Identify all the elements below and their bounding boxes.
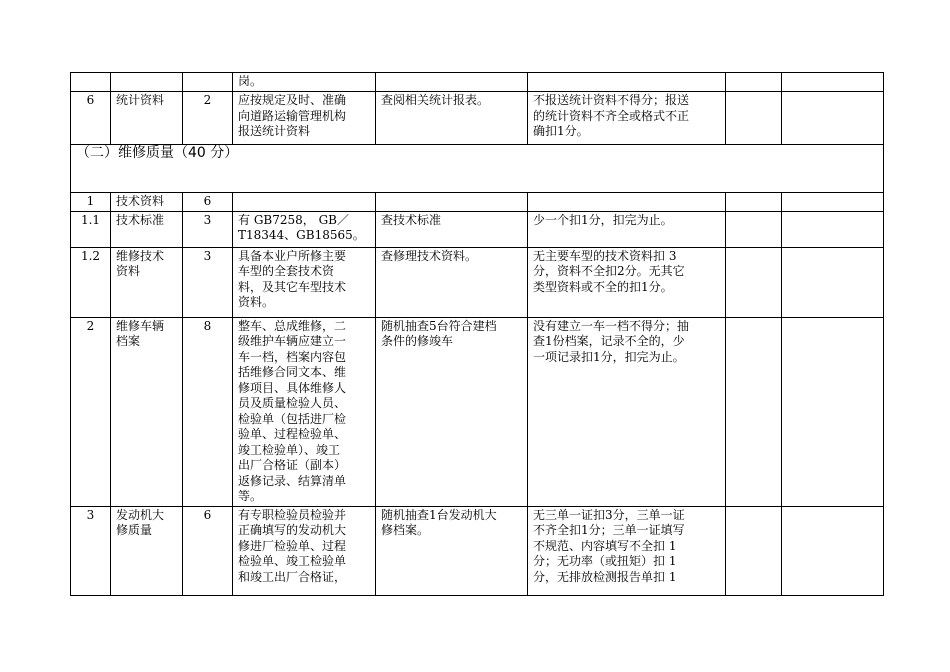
cell-method [376,193,528,212]
cell-item: 技术资料 [111,193,183,212]
cell-extra [782,317,884,506]
table-row [71,317,884,506]
cell-rule [528,73,726,92]
table-row [71,211,884,247]
cell-rule: 少一个扣1分，扣完为止。 [528,211,726,247]
table-row [71,506,884,595]
cell-extra [726,247,782,317]
cell-extra [782,92,884,145]
cell-no [71,73,111,92]
cell-item [111,73,183,92]
table-row [71,193,884,212]
cell-standard: 整车、总成维修，二 级维护车辆应建立一 车一档，档案内容包 括维修合同文本、维 修项目、具体维修人 员及质量检验人员、 检验单（包括进厂检 验单、过程检验单、 竣工检验单）、竣工 出厂合格证（副本） 返修记录、结算清单 等。 [233,317,376,506]
cell-no: 1 [71,193,111,212]
cell-extra [726,193,782,212]
cell-standard: 具备本业户所修主要 车型的全套技术资 料，及其它车型技术 资料。 [233,247,376,317]
cell-extra [782,73,884,92]
table-row [71,247,884,317]
cell-score: 3 [183,211,233,247]
cell-extra [726,73,782,92]
cell-rule: 没有建立一车一档不得分；抽 查1份档案，记录不全的，少 一项记录扣1分，扣完为止。 [528,317,726,506]
cell-item: 技术标准 [111,211,183,247]
cell-rule: 不报送统计资料不得分；报送 的统计资料不齐全或格式不正 确扣1分。 [528,92,726,145]
cell-standard: 有 GB7258， GB／ T18344、GB18565。 [233,211,376,247]
cell-method: 查修理技术资料。 [376,247,528,317]
section-row [71,145,884,193]
cell-standard: 有专职检验员检验并 正确填写的发动机大 修进厂检验单、过程 检验单、竣工检验单 和竣工出厂合格证， [233,506,376,595]
cell-extra [782,506,884,595]
section-title: （二）维修质量（40 分） [71,145,884,193]
cell-no: 3 [71,506,111,595]
cell-no: 2 [71,317,111,506]
cell-item: 维修技术 资料 [111,247,183,317]
cell-standard: 应按规定及时、准确 向道路运输管理机构 报送统计资料 [233,92,376,145]
cell-no: 1.2 [71,247,111,317]
cell-method: 随机抽查5台符合建档 条件的修竣车 [376,317,528,506]
cell-extra [726,317,782,506]
cell-score: 3 [183,247,233,317]
cell-rule: 无三单一证扣3分，三单一证 不齐全扣1分；三单一证填写 不规范、内容填写不全扣 1 分；无功率（或扭矩）扣 1 分，无排放检测报告单扣 1 [528,506,726,595]
inspection-table [70,72,884,596]
cell-method: 查阅相关统计报表。 [376,92,528,145]
cell-extra [782,193,884,212]
cell-no: 1.1 [71,211,111,247]
cell-item: 统计资料 [111,92,183,145]
cell-standard [233,193,376,212]
cell-rule: 无主要车型的技术资料扣 3 分，资料不全扣2分。无其它 类型资料或不全的扣1分。 [528,247,726,317]
cell-extra [782,211,884,247]
cell-method: 查技术标准 [376,211,528,247]
cell-standard: 岗。 [233,73,376,92]
cell-extra [726,92,782,145]
cell-rule [528,193,726,212]
cell-score: 2 [183,92,233,145]
cell-score [183,73,233,92]
table-row [71,73,884,92]
cell-score: 8 [183,317,233,506]
cell-score: 6 [183,193,233,212]
cell-extra [726,506,782,595]
table-row [71,92,884,145]
cell-no: 6 [71,92,111,145]
cell-method [376,73,528,92]
cell-item: 维修车辆 档案 [111,317,183,506]
cell-method: 随机抽查1台发动机大 修档案。 [376,506,528,595]
cell-score: 6 [183,506,233,595]
cell-item: 发动机大 修质量 [111,506,183,595]
cell-extra [782,247,884,317]
cell-extra [726,211,782,247]
